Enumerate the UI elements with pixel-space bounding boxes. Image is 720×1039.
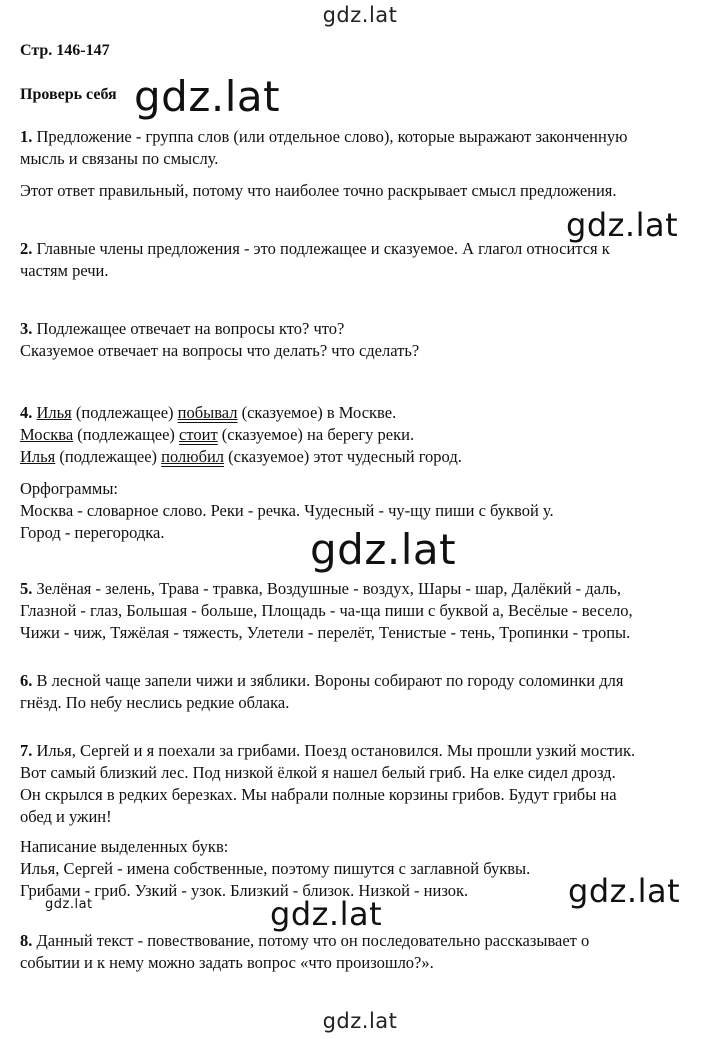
answer-5-line-2: Глазной - глаз, Большая - больше, Площадь - ча-ща пиши с буквой а, Весёлые - весело, xyxy=(20,601,633,620)
answer-3-line-2: Сказуемое отвечает на вопросы что делать? что сделать? xyxy=(20,341,420,360)
answer-1 xyxy=(20,126,702,202)
predicate-word: полюбил xyxy=(161,447,225,466)
answer-8-line-2: событии и к нему можно задать вопрос «что произошло?». xyxy=(20,953,434,972)
spelling-line-1: Илья, Сергей - имена собственные, поэтому пишутся с заглавной буквы. xyxy=(20,859,531,878)
answer-2-line-1: Главные члены предложения - это подлежащее и сказуемое. А глагол относится к xyxy=(36,239,610,258)
answer-1-number: 1. xyxy=(20,127,33,146)
orthograms-title: Орфограммы: xyxy=(20,479,119,498)
answer-6 xyxy=(20,670,702,714)
answer-1-line-2: мысль и связаны по смыслу. xyxy=(20,149,219,168)
sentence-rest: (сказуемое) на берегу реки. xyxy=(217,425,415,444)
answer-4-sentence-1 xyxy=(20,402,702,424)
answer-8-line-1: Данный текст - повествование, потому что он последовательно рассказывает о xyxy=(36,931,590,950)
orthograms-line-2: Город - перегородка. xyxy=(20,523,165,542)
orthograms-line-1: Москва - словарное слово. Реки - речка. Чудесный - чу-щу пиши с буквой у. xyxy=(20,501,554,520)
answer-2-line-2: частям речи. xyxy=(20,261,109,280)
answer-3 xyxy=(20,318,702,362)
section-title xyxy=(20,84,702,106)
answer-6-number: 6. xyxy=(20,671,33,690)
watermark-2: gdz.lat xyxy=(566,206,679,244)
answer-6-line-1: В лесной чаще запели чижи и зяблики. Вороны собирают по городу соломинки для xyxy=(36,671,624,690)
answer-1-line-1: Предложение - группа слов (или отдельное слово), которые выражают законченную xyxy=(36,127,628,146)
predicate-word: побывал xyxy=(177,403,238,422)
predicate-word: стоит xyxy=(179,425,218,444)
subject-tag: (подлежащее) xyxy=(55,447,162,466)
answer-7-number: 7. xyxy=(20,741,33,760)
answer-5-line-1: Зелёная - зелень, Трава - травка, Воздушные - воздух, Шары - шар, Далёкий - даль, xyxy=(36,579,622,598)
answer-4 xyxy=(20,402,702,544)
sentence-rest: (сказуемое) в Москве. xyxy=(237,403,397,422)
page-range xyxy=(20,40,702,62)
answer-4-sentence-2 xyxy=(20,424,702,446)
watermark-6: gdz.lat xyxy=(270,895,383,933)
watermark-5: gdz.lat xyxy=(45,897,93,912)
answer-5-number: 5. xyxy=(20,579,33,598)
answer-7-line-4: обед и ужин! xyxy=(20,807,112,826)
answer-7-line-2: Вот самый близкий лес. Под низкой ёлкой я нашел белый гриб. На елке сидел дрозд. xyxy=(20,763,616,782)
section-title-label: Проверь себя xyxy=(20,86,117,103)
sentence-rest: (сказуемое) этот чудесный город. xyxy=(224,447,462,466)
answer-3-line-1: Подлежащее отвечает на вопросы кто? что? xyxy=(36,319,345,338)
watermark-bottom: gdz.lat xyxy=(322,1009,398,1033)
spelling-title: Написание выделенных букв: xyxy=(20,837,229,856)
subject-word: Илья xyxy=(20,447,56,466)
answer-3-number: 3. xyxy=(20,319,33,338)
answer-4-sentence-3 xyxy=(20,446,702,468)
answer-1-line-3: Этот ответ правильный, потому что наиболее точно раскрывает смысл предложения. xyxy=(20,181,617,200)
watermark-4: gdz.lat xyxy=(568,872,681,910)
answer-5 xyxy=(20,578,702,644)
answer-8-number: 8. xyxy=(20,931,33,950)
answer-7-line-3: Он скрылся в редких березках. Мы набрали полные корзины грибов. Будут грибы на xyxy=(20,785,617,804)
subject-tag: (подлежащее) xyxy=(73,425,180,444)
answer-8 xyxy=(20,930,702,974)
subject-word: Москва xyxy=(20,425,74,444)
answer-2-number: 2. xyxy=(20,239,33,258)
watermark-3: gdz.lat xyxy=(310,525,457,574)
answer-5-line-3: Чижи - чиж, Тяжёлая - тяжесть, Улетели - перелёт, Тенистые - тень, Тропинки - тропы. xyxy=(20,623,631,642)
watermark-top: gdz.lat xyxy=(322,3,398,27)
answer-2 xyxy=(20,238,702,282)
subject-tag: (подлежащее) xyxy=(71,403,178,422)
answer-6-line-2: гнёзд. По небу неслись редкие облака. xyxy=(20,693,290,712)
subject-word: Илья xyxy=(36,403,72,422)
page-range-label: Стр. 146-147 xyxy=(20,42,110,59)
answer-4-number: 4. xyxy=(20,403,33,422)
spelling-line-2: Грибами - гриб. Узкий - узок. Близкий - близок. Низкой - низок. xyxy=(20,881,469,900)
watermark-1: gdz.lat xyxy=(134,72,281,121)
answer-7-line-1: Илья, Сергей и я поехали за грибами. Поезд остановился. Мы прошли узкий мостик. xyxy=(36,741,636,760)
